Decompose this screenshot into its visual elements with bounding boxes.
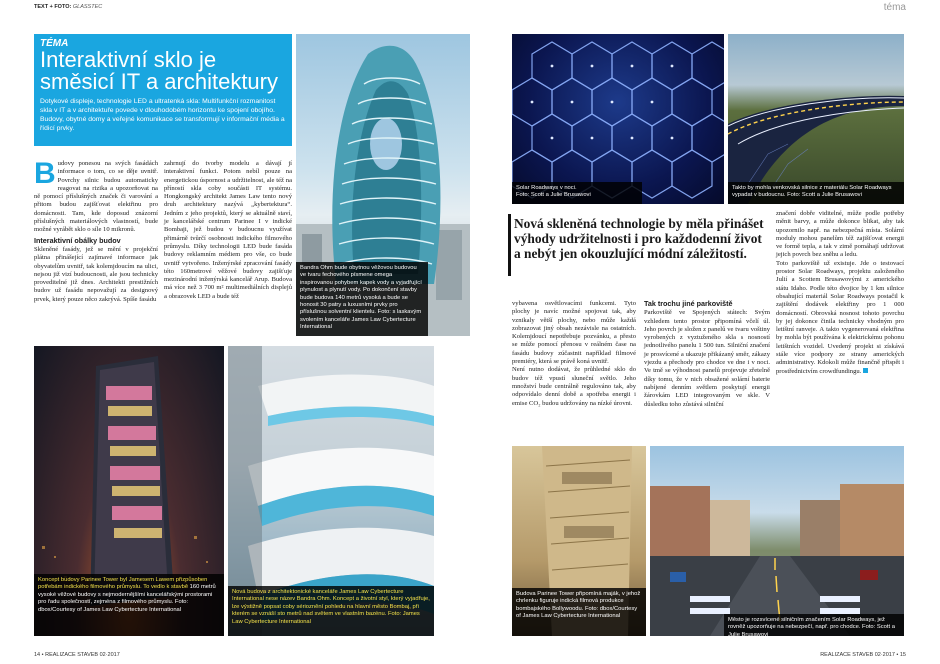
rcol1-paragraph-1: vybavena osvětlovacími funkcemi. Tyto plochy je navíc možné spojovat tak, aby vznikaly větší plochy, nebo může každá zobrazovat jiný obsah nezávisle na ostatních. Kolemjdoucí nepotřebuje pozvánku, a přesto se může pomocí přenosu v reálném čase na fasádu budovy zúčastnit například filmové premiéry, která se právě koná uvnitř. <box>512 300 636 366</box>
end-mark <box>863 368 868 373</box>
credit-line: TEXT + FOTO: GLASSTEC <box>34 4 103 10</box>
rural-road-photo <box>728 34 904 204</box>
right-column-3 <box>776 210 904 444</box>
solar-night-caption: Solar Roadways v noci. Foto: Scott a Julie Brusawovi <box>512 182 642 204</box>
street-caption: Město je rozsvícené silničním značením Solar Roadways, jež rovněž upozorňuje na nebezpečí, např. pro chodce. Foto: Scott a Julie Brusawovi <box>724 614 904 636</box>
rcol2-paragraph-1: Parkoviště ve Spojených státech: Svým vzhledem tento prostor připomíná včelí úl. Jeho povrch je složen z panelů ve tvaru voštiny vyrobených z vyztuženého skla s nosností jednotlivého panelu 1 500 tun. Silniční značení je prosvícené a ukazuje přikázaný směr, zákazy vjezdu a přechody pro chodce ve dne i v noci. Ve tmě se výhodnost panelů projevuje zřetelně díky tomu, že v nich obsažené solární baterie nabíjené denním světlem poskytují energii žárovkám LED integrovaným ve skle. V důsledku toho zůstává silniční <box>644 309 770 408</box>
dropcap: B <box>34 157 56 190</box>
parinee-caption: Koncept budovy Parinee Tower byl Jamesem Lawem přizpůsoben potřebám indického filmového průmyslu. To vedlo k stavbě 160 metrů vysoké věžové budovy s nejmodernějšími kancelářskými prostorami pro řadu společností, zejména z filmového průmyslu. Foto: dbox/Courtesy of James Law Cybertecture International <box>34 574 224 636</box>
road-illustration <box>728 34 904 204</box>
article-title: Interaktivní sklo je směsicí IT a architektury <box>40 47 278 94</box>
balcony-caption: Nová budova z architektonické kanceláře James Law Cybertecture International nese název Bandra Ohm. Koncept a životní styl, který vyjadřuje, lze výstižně popsat coby sérioznění pohledu na hlavní město Bombaj, při kterém se vznáší sto metrů nad světem ve vlastním bazénu. Foto: James Law Cybertecture International <box>228 586 434 636</box>
rcol1-paragraph-2: Není nutno dodávat, že průhledné sklo do budov též vpustí sluneční světlo. Jeho množství bude centrálně regulováno tak, aby odpovídalo denní době a spotřeba energii i emise CO₂ budou udržovány na nízké úrovni. <box>512 366 636 407</box>
col1-paragraph-1: udovy ponesou na svých fasádách informace o tom, co se děje uvnitř. Povrchy silnic budou automaticky reagovat na rizika a upozorňovat na ně pomocí příslušných značek či varování a přitom budou zajišťovat elektřinu pro domácnosti. Tam, kde doposud znázorní příslušných materiálových vlastností, bude možné vyrábět sklo o síle 10 mikronů. <box>34 160 158 234</box>
col3-paragraph-2: Toto parkoviště už existuje. Jde o testovací prostor Solar Roadways, projektu založeného Julií a Scottem Brusawovými z amerického státu Idaho. Podle této dvojice by 1 km silnice obsahující materiál Solar Roadways postačil k zajištění dodávek elektřiny pro 1 000 domácností. Obrovská nosnost tohoto povrchu by jej dokonce činila technicky vhodným pro letištní ranveje. A takto vygenerovaná elektřina by mohla být používána k elektrickému pohonu letištních vozidel. Uvedený projekt si získává stále více podpory ze strany amerických administrativy. Kdokoli může finančně přispět i prostřednictvím crowdfundingu. <box>776 259 904 375</box>
rural-road-caption: Takto by mohla venkovská silnice z materiálu Solar Roadways vypadat v budoucnu. Foto: Scott a Julie Brusawovi <box>728 182 904 204</box>
hexagon-pattern <box>512 34 724 204</box>
tower-caption: Bandra Ohm bude obytnou věžovou budovou ve tvaru fechového písmene omega inspirovanou pohybem kapek vody a vyjadřující plynulost a plynutí vody. Po dokončení stavby bude budova 140 metrů vysoká a bude se honosit 30 patry a luxusními prvky pro příslušnou solventní klientelu. Foto: s laskavým svolením kanceláře James Law Cybertecture International <box>296 262 428 336</box>
right-page <box>470 0 940 664</box>
right-column-1 <box>512 300 636 442</box>
left-footer: 14 • REALIZACE STAVEB 02·2017 <box>34 652 120 658</box>
left-column-1 <box>34 157 158 338</box>
col3-paragraph-1: značení dobře viditelné, může podle potřeby měnit barvy, a může dokonce blikat, aby tak upozornilo např. na nebezpečná místa. Solární moduly mohou panelům též zajišťovat energii ve formě tepla, a tak v zimě pomáhají udržovat jejich povrch bez sněhu a ledu. <box>776 210 904 259</box>
right-footer: REALIZACE STAVEB 02·2017 • 15 <box>820 652 906 658</box>
parinee-day-caption: Budova Parinee Tower připomíná maják, v jehož chrlenku figuruje indická filmová produkce bombajského Bollywoodu. Foto: dbox/Courtesy of James Law Cybertecture International <box>512 588 646 636</box>
street-illustration <box>650 446 904 636</box>
left-column-2 <box>164 160 292 338</box>
right-column-2 <box>644 300 770 442</box>
pull-quote: Nová skleněná technologie by měla přinášet výhody udržitelnosti i pro každodenní život a nebýt jen okouzlující módní záležitostí. <box>514 216 764 261</box>
article-lead: Dotykové displeje, technologie LED a ultratenká skla: Multifunkční rozmanitost skla v IT a v architektuře povede v dlouhodobém horizontu ke spojení obojího. Budovy, obytné domy a veřejné komunikace se transformují v informační média a řídicí prvky. <box>40 98 285 132</box>
kicker: TÉMA <box>40 38 69 49</box>
title-box <box>34 34 292 146</box>
solar-roadways-night-photo <box>512 34 724 204</box>
rcol2-heading: Tak trochu jiné parkoviště <box>644 299 733 308</box>
col1-heading: Interaktivní obálky budov <box>34 235 121 245</box>
col1-paragraph-2: Skleněné fasády, jež se mění v projekční plátna přinášející zajímavé informace jak obyvatelům uvnitř, tak kolemjdoucím na ulici, nejsou již vizí budoucnosti, ale jsou technicky proveditelné již dnes. Architekti prestižních budov už fasádu nepovažují za designový prvek, který pouze něco zakrývá. Spíše fasádu <box>34 245 158 303</box>
street-solar-photo <box>650 446 904 636</box>
col2-paragraph-1: zahrnují do tvorby modelu a dávají jí interaktivní funkci. Potom nebíl pouze na energetickou úspornost a udržitelnost, ale též na příností skla coby součásti IT systému. Hongkongský architekt James Law tento nový druh architektury nazývá „kybertektura“. Jedním z jeho projektů, který se aktuálně staví, je kancelářské centrum Parinee I v indické Bombaji, jež budou v budoucnu využívat přimárně tvůrčí osobnosti indického filmového průmyslu. Díky technologii LED bude fasáda budovy reklamním médiem pro vše, co bude uvnitř vytvořeno. Inženýrské zpracování fasády této 160metrové věžové budovy zajišťuje mezinárodní inženýrská kancelář Arup. Budova má více než 3 700 m² multimediálních displejů a obrazovek LED a bude též <box>164 160 292 300</box>
section-tag: téma <box>883 2 906 13</box>
pullquote-bar <box>508 214 511 276</box>
